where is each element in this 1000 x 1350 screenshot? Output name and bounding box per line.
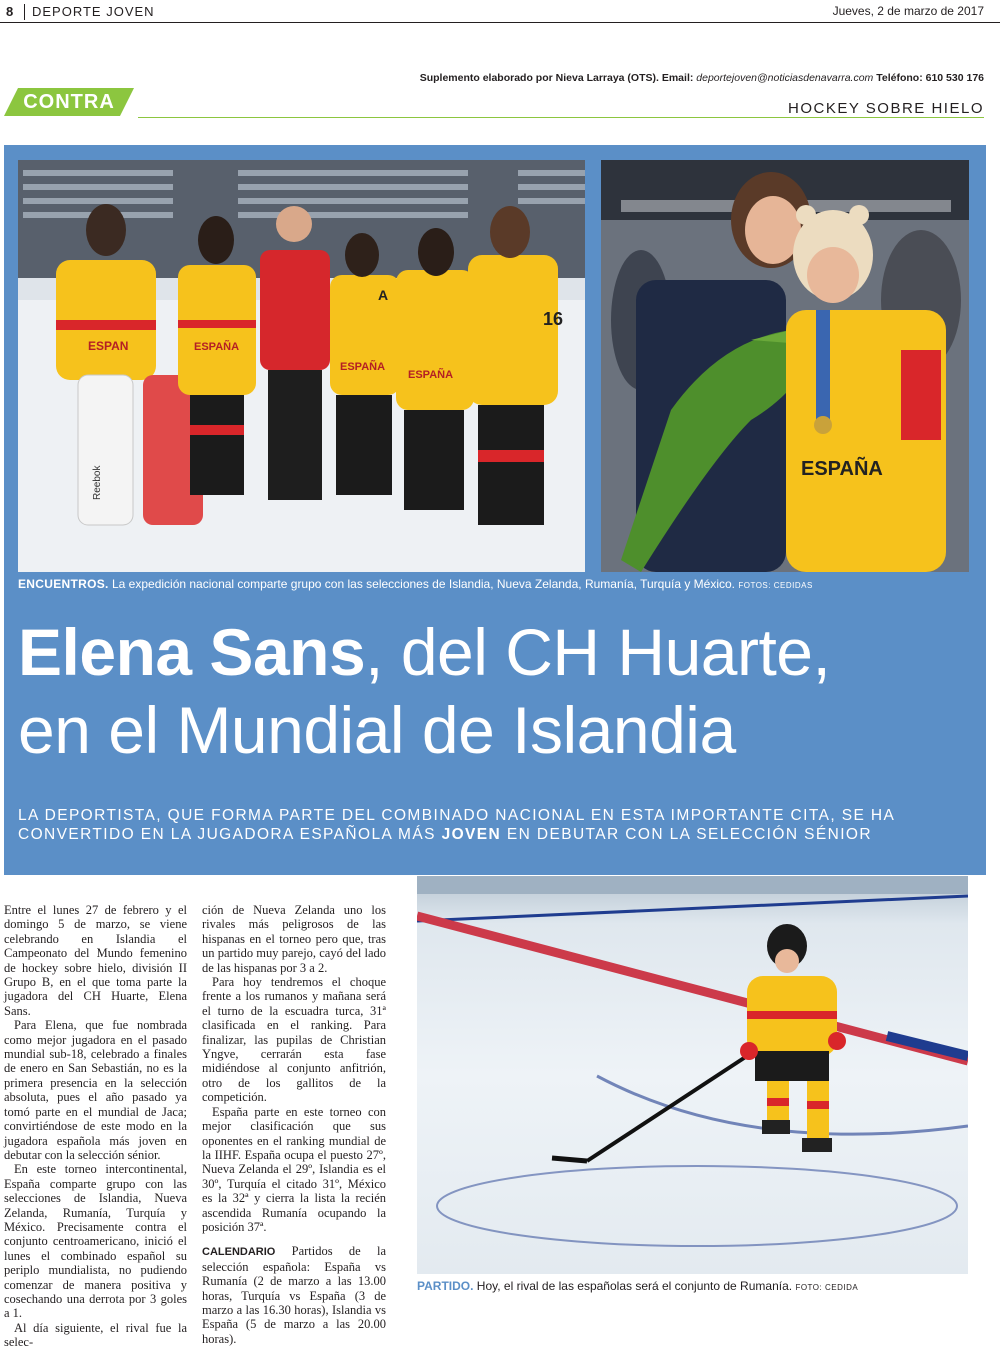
- team-photo: [18, 160, 585, 572]
- team-photo-illustration: [18, 160, 585, 572]
- issue-date: Jueves, 2 de marzo de 2017: [832, 4, 984, 18]
- calendar-paragraph: [202, 1244, 386, 1346]
- calendar-text: Partidos de la selección española: España vs Rumanía (2 de marzo a las 13.00 horas, Turquía vs España (3 de marzo a las 16.30 horas), Islandia vs España (5 de marzo a las 20.00 horas).: [202, 1244, 387, 1346]
- caption-lead: PARTIDO.: [417, 1279, 474, 1293]
- section-badge: CONTRA: [23, 91, 115, 113]
- subheadline: [18, 806, 978, 844]
- jersey-text: ESPAÑA: [194, 341, 240, 353]
- subhead-text-end: EN DEBUTAR CON LA SELECCIÓN SÉNIOR: [506, 826, 872, 843]
- headline-line-2: en el Mundial de Islandia: [18, 693, 736, 767]
- captain-mark: A: [378, 287, 389, 303]
- jersey-text: ESPAÑA: [801, 458, 883, 480]
- header-rule: [0, 22, 1000, 23]
- article-column-1: [4, 903, 187, 1350]
- players-photo-illustration: [601, 160, 969, 572]
- caption-text: La expedición nacional comparte grupo con las selecciones de Islandia, Nueva Zelanda, Rumanía, Turquía y México.: [111, 577, 736, 591]
- headline: [18, 613, 978, 769]
- credits-prefix: Suplemento elaborado por Nieva Larraya (OTS). Email:: [419, 72, 694, 84]
- subhead-text: LA DEPORTISTA, QUE FORMA PARTE DEL COMBINADO NACIONAL EN ESTA IMPORTANTE CITA, SE HA CONVERTIDO EN LA JUGADORA ESPAÑOLA MÁS: [18, 807, 895, 843]
- players-photo: [601, 160, 969, 572]
- photo-caption-bottom: [417, 1279, 977, 1293]
- jersey-text: ESPAÑA: [340, 361, 386, 373]
- photo-credit: FOTO: CEDIDA: [795, 1283, 859, 1292]
- headline-name: Elena Sans: [18, 615, 366, 689]
- brand-text: Reebok: [92, 465, 103, 500]
- photo-caption-top: [18, 577, 978, 591]
- game-photo: [417, 876, 968, 1274]
- header-separator: [24, 4, 25, 20]
- supplement-credits: [420, 72, 984, 84]
- calendar-title: CALENDARIO: [202, 1246, 276, 1259]
- page-number: 8: [6, 4, 14, 19]
- paragraph: Entre el lunes 27 de febrero y el domingo 5 de marzo, se viene celebrando en Islandia el Campeonato del Mundo femenino de hockey sobre hielo, división II Grupo B, en el que toma parte la jugadora del CH Huarte, Elena Sans.: [4, 903, 187, 1018]
- headline-club: , del CH Huarte,: [365, 615, 831, 689]
- caption-lead: ENCUENTROS.: [18, 577, 109, 591]
- caption-text: Hoy, el rival de las españolas será el conjunto de Rumanía.: [476, 1279, 793, 1293]
- topic-label: HOCKEY SOBRE HIELO: [788, 100, 984, 117]
- paragraph: ción de Nueva Zelanda uno los rivales más peligrosos de las hispanas en el torneo pero que, tras un partido muy parejo, cayó del lado de las hispanas por 3 a 2.: [202, 903, 386, 975]
- jersey-number: 16: [543, 309, 564, 329]
- game-photo-illustration: [417, 876, 968, 1274]
- headline-line-1: [18, 613, 978, 691]
- topic-rule: [138, 117, 984, 118]
- jersey-text: ESPAÑA: [408, 369, 454, 381]
- paragraph: En este torneo intercontinental, España comparte grupo con las selecciones de Islandia, Nueva Zelanda, Rumanía, Turquía y México. Precisamente contra el conjunto centroamericano, inició el lunes el combinado español su periplo mundialista, no pudiendo comenzar de manera positiva y cosechando una derrota por 3 goles a 1.: [4, 1162, 187, 1321]
- section-name: DEPORTE JOVEN: [32, 4, 155, 19]
- paragraph: Para Elena, que fue nombrada como mejor jugadora en el pasado mundial sub-18, celebrado a finales de enero en San Sebastián, no es la primera presencia en la selección absoluta, pues el año pasado ya tomó parte en el mundial de Jaca; convirtiéndose de este modo en la jugadora española más joven en debutar con la selección sénior.: [4, 1018, 187, 1162]
- subhead-emphasis: JOVEN: [441, 826, 502, 843]
- paragraph: España parte en este torneo con mejor clasificación que sus oponentes en el ranking mundial de la IIHF. España ocupa el puesto 27º, Nueva Zelanda el 29º, Islandia es el 30º, Turquía el citado 31º, México es la 32ª y cierra la lista la recién ascendida Rumanía ocupando la posición 37ª.: [202, 1104, 386, 1234]
- article-column-2: [202, 903, 386, 1346]
- photo-credit: FOTOS: CEDIDAS: [738, 581, 813, 590]
- jersey-text: ESPAN: [88, 339, 129, 353]
- paragraph: Para hoy tendremos el choque frente a los rumanos y mañana será el turno de la escuadra turca, 31ª clasificada en el ranking. Para finalizar, las pupilas de Christian Yngve, cerrarán esta fase midiéndose al conjunto anfitrión, otro de los gallitos de la competición.: [202, 975, 386, 1105]
- credits-email[interactable]: deportejoven@noticiasdenavarra.com: [696, 72, 874, 84]
- paragraph: Al día siguiente, el rival fue la selec-: [4, 1320, 187, 1350]
- credits-phone: Teléfono: 610 530 176: [876, 72, 984, 84]
